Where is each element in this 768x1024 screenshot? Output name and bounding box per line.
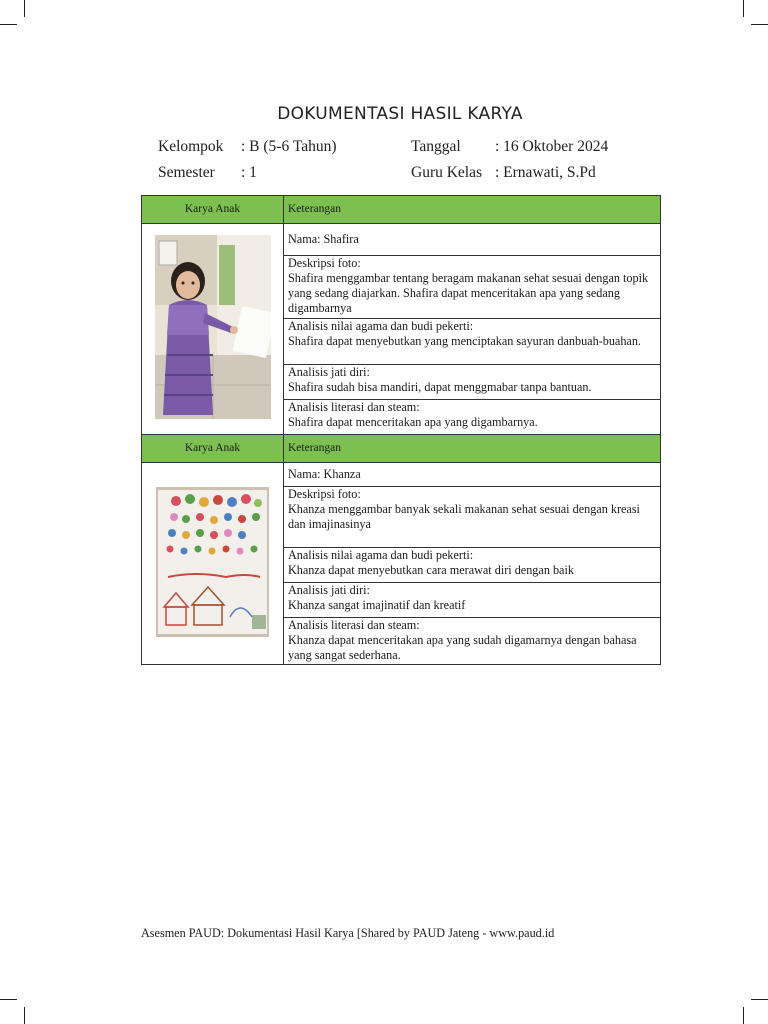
semester-label: Semester: [158, 164, 215, 181]
crop-mark: [0, 24, 17, 25]
page-title: DOKUMENTASI HASIL KARYA: [277, 104, 523, 124]
literasi-text: Shafira dapat menceritakan apa yang digambarnya.: [288, 415, 538, 429]
agama-cell: [284, 319, 661, 365]
table-row: [142, 463, 661, 487]
photo-cell: [142, 224, 284, 435]
section-header-row: [142, 196, 661, 224]
agama-label: Analisis nilai agama dan budi pekerti:: [288, 548, 474, 562]
agama-text: Shafira dapat menyebutkan yang menciptakan sayuran danbuah-buahan.: [288, 334, 641, 348]
semester-value: : 1: [241, 164, 257, 181]
deskripsi-cell: [284, 256, 661, 319]
kelompok-value: : B (5-6 Tahun): [241, 138, 337, 155]
agama-cell: [284, 548, 661, 583]
kelompok-label: Kelompok: [158, 138, 224, 155]
photo-child-holding-drawing: [155, 235, 271, 419]
agama-text: Khanza dapat menyebutkan cara merawat diri dengan baik: [288, 563, 574, 577]
photo-cell: [142, 463, 284, 665]
tanggal-label: Tanggal: [411, 138, 461, 155]
deskripsi-label: Deskripsi foto:: [288, 487, 361, 501]
jati-diri-cell: [284, 365, 661, 400]
guru-label: Guru Kelas: [411, 164, 483, 181]
crop-mark: [751, 999, 768, 1000]
deskripsi-text: Shafira menggambar tentang beragam makanan sehat sesuai dengan topik yang sedang diajarkan. Shafira dapat menceritakan apa yang sedang digambarnya: [288, 271, 649, 315]
deskripsi-label: Deskripsi foto:: [288, 256, 361, 270]
footer-text: Asesmen PAUD: Dokumentasi Hasil Karya [Shared by PAUD Jateng - www.paud.id: [141, 926, 555, 940]
crop-mark: [24, 0, 25, 17]
crop-mark: [24, 1007, 25, 1024]
nama-cell: Nama: Khanza: [284, 463, 661, 487]
header-karya-anak: Karya Anak: [142, 196, 284, 224]
jati-diri-text: Shafira sudah bisa mandiri, dapat menggmabar tanpa bantuan.: [288, 380, 592, 394]
tanggal-value: : 16 Oktober 2024: [495, 138, 609, 155]
literasi-text: Khanza dapat menceritakan apa yang sudah digamarnya dengan bahasa yang sangat sederhana.: [288, 633, 637, 662]
literasi-label: Analisis literasi dan steam:: [288, 618, 420, 632]
section-header-row: [142, 435, 661, 463]
jati-diri-text: Khanza sangat imajinatif dan kreatif: [288, 598, 466, 612]
header-karya-anak: Karya Anak: [142, 435, 284, 463]
crop-mark: [0, 999, 17, 1000]
deskripsi-text: Khanza menggambar banyak sekali makanan sehat sesuai dengan kreasi dan imajinasinya: [288, 502, 640, 531]
jati-diri-cell: [284, 583, 661, 618]
jati-diri-label: Analisis jati diri:: [288, 583, 370, 597]
table-row: [142, 224, 661, 256]
crop-mark: [743, 0, 744, 17]
literasi-cell: [284, 618, 661, 665]
agama-label: Analisis nilai agama dan budi pekerti:: [288, 319, 474, 333]
guru-value: : Ernawati, S.Pd: [495, 164, 596, 181]
literasi-cell: [284, 400, 661, 435]
photo-child-drawing-artwork: [156, 487, 269, 637]
literasi-label: Analisis literasi dan steam:: [288, 400, 420, 414]
deskripsi-cell: [284, 487, 661, 548]
documentation-table: [141, 195, 661, 665]
header-keterangan: Keterangan: [284, 435, 661, 463]
jati-diri-label: Analisis jati diri:: [288, 365, 370, 379]
crop-mark: [743, 1007, 744, 1024]
nama-cell: Nama: Shafira: [284, 224, 661, 256]
header-keterangan: Keterangan: [284, 196, 661, 224]
crop-mark: [751, 24, 768, 25]
